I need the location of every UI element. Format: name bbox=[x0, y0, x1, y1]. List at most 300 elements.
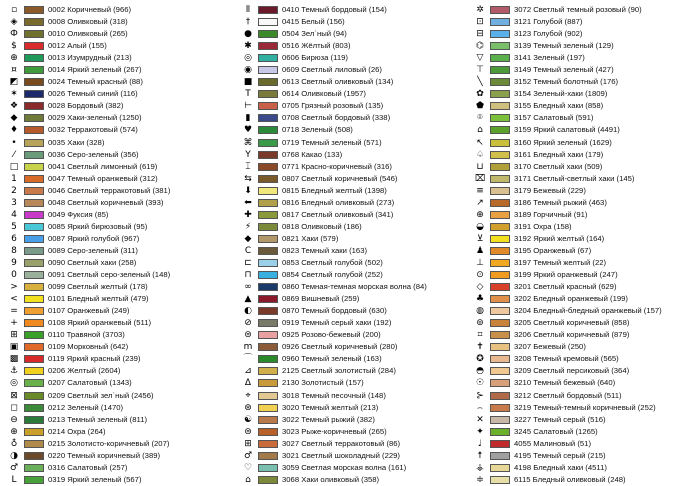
color-label: 3192 Яркий желтый (164) bbox=[514, 233, 605, 243]
stitch-symbol-icon: ⌗ bbox=[477, 330, 483, 341]
legend-row bbox=[4, 269, 232, 281]
color-label: 0415 Белый (156) bbox=[282, 17, 345, 27]
color-label: 0089 Серо-зеленый (311) bbox=[48, 245, 138, 255]
color-label: 3219 Темный-темный коричневый (252) bbox=[514, 402, 656, 412]
color-label: 3059 Светлая морская волна (161) bbox=[282, 462, 407, 472]
color-swatch bbox=[24, 283, 44, 291]
color-label: 0817 Светлый оливковый (341) bbox=[282, 209, 394, 219]
color-label: 3202 Бледный оранжевый (199) bbox=[514, 294, 628, 304]
legend-row bbox=[470, 100, 698, 112]
stitch-symbol-icon: ▽ bbox=[476, 53, 484, 64]
color-label: 0035 Хаки (328) bbox=[48, 137, 105, 147]
color-swatch bbox=[490, 90, 510, 98]
color-label: 0046 Светлый терракотовый (381) bbox=[48, 185, 171, 195]
color-swatch bbox=[258, 319, 278, 327]
stitch-symbol-icon: + bbox=[10, 318, 18, 329]
color-label: 0024 Темный красный (88) bbox=[48, 77, 143, 87]
color-swatch bbox=[490, 247, 510, 255]
legend-row bbox=[4, 233, 232, 245]
color-swatch bbox=[258, 6, 278, 14]
color-swatch bbox=[490, 428, 510, 436]
color-swatch bbox=[24, 295, 44, 303]
legend-row bbox=[4, 124, 232, 136]
color-swatch bbox=[258, 355, 278, 363]
stitch-symbol-icon: ∞ bbox=[244, 282, 252, 293]
legend-row bbox=[4, 305, 232, 317]
color-swatch bbox=[490, 187, 510, 195]
legend-row bbox=[470, 462, 698, 474]
legend-row bbox=[4, 426, 232, 438]
color-label: 0410 Темный бордовый (154) bbox=[282, 5, 387, 15]
color-label: 0091 Светлый серо-зеленый (148) bbox=[48, 270, 171, 280]
color-label: 0109 Морковный (642) bbox=[48, 342, 129, 352]
legend-row bbox=[470, 52, 698, 64]
color-swatch bbox=[258, 452, 278, 460]
color-label: 0048 Светлый коричневый (393) bbox=[48, 197, 164, 207]
stitch-symbol-icon: ⚓ bbox=[9, 366, 19, 377]
stitch-symbol-icon: ✱ bbox=[244, 41, 252, 52]
color-label: 0010 Оливковый (265) bbox=[48, 29, 128, 39]
color-swatch bbox=[258, 151, 278, 159]
legend-row bbox=[4, 281, 232, 293]
color-label: 0014 Яркий зеленый (267) bbox=[48, 65, 142, 75]
color-swatch bbox=[490, 271, 510, 279]
color-swatch bbox=[258, 211, 278, 219]
color-swatch bbox=[24, 271, 44, 279]
color-swatch bbox=[24, 235, 44, 243]
color-swatch bbox=[258, 18, 278, 26]
legend-row bbox=[238, 377, 466, 389]
legend-row bbox=[4, 329, 232, 341]
legend-row bbox=[470, 438, 698, 450]
color-swatch bbox=[24, 139, 44, 147]
color-swatch bbox=[258, 42, 278, 50]
color-label: 3157 Салатовый (591) bbox=[514, 113, 594, 123]
stitch-symbol-icon: ✶ bbox=[10, 89, 18, 100]
legend-row bbox=[238, 233, 466, 245]
stitch-symbol-icon: ▣ bbox=[9, 342, 19, 353]
color-label: 3199 Яркий оранжевый (247) bbox=[514, 270, 618, 280]
stitch-symbol-icon: ◎ bbox=[10, 378, 18, 389]
legend-column bbox=[4, 4, 232, 486]
color-label: 2130 Золотистый (157) bbox=[282, 378, 364, 388]
stitch-symbol-icon: ⌧ bbox=[474, 173, 486, 184]
color-label: 0002 Коричневый (966) bbox=[48, 5, 132, 15]
color-label: 0614 Оливковый (1957) bbox=[282, 89, 366, 99]
color-swatch bbox=[24, 151, 44, 159]
legend-row bbox=[4, 245, 232, 257]
color-swatch bbox=[24, 392, 44, 400]
color-swatch bbox=[24, 452, 44, 460]
stitch-symbol-icon: ◻ bbox=[10, 402, 18, 413]
stitch-symbol-icon: ▮ bbox=[245, 113, 251, 124]
color-swatch bbox=[24, 102, 44, 110]
color-label: 3186 Темный рыжий (463) bbox=[514, 197, 607, 207]
color-swatch bbox=[24, 476, 44, 484]
stitch-symbol-icon: L bbox=[11, 474, 17, 485]
stitch-symbol-icon: 0 bbox=[11, 270, 17, 281]
color-swatch bbox=[490, 464, 510, 472]
color-label: 3171 Светлый-светлый хаки (145) bbox=[514, 173, 635, 183]
stitch-symbol-icon: ╲ bbox=[477, 77, 483, 88]
legend-row bbox=[470, 185, 698, 197]
color-swatch bbox=[258, 367, 278, 375]
color-label: 3018 Темный песочный (148) bbox=[282, 390, 386, 400]
legend-row bbox=[4, 474, 232, 486]
legend-row bbox=[470, 245, 698, 257]
color-swatch bbox=[258, 114, 278, 122]
color-swatch bbox=[490, 295, 510, 303]
color-label: 0110 Травяной (3703) bbox=[48, 330, 125, 340]
color-label: 3197 Темный желтый (22) bbox=[514, 258, 607, 267]
legend-row bbox=[4, 112, 232, 124]
stitch-symbol-icon: ◈ bbox=[10, 17, 18, 28]
color-swatch bbox=[490, 18, 510, 26]
color-label: 3152 Темный болотный (176) bbox=[514, 77, 619, 87]
stitch-symbol-icon: ◆ bbox=[10, 113, 18, 124]
color-swatch bbox=[490, 355, 510, 363]
legend-row bbox=[470, 64, 698, 76]
color-label: 3068 Хаки оливковый (358) bbox=[282, 474, 380, 484]
color-swatch bbox=[258, 175, 278, 183]
color-label: 3154 Зеленый-хаки (1809) bbox=[514, 89, 608, 99]
color-swatch bbox=[258, 126, 278, 134]
color-swatch bbox=[24, 18, 44, 26]
stitch-symbol-icon: ◩ bbox=[9, 77, 19, 88]
color-swatch bbox=[24, 259, 44, 267]
color-swatch bbox=[24, 331, 44, 339]
legend-row bbox=[470, 161, 698, 173]
color-swatch bbox=[258, 271, 278, 279]
stitch-symbol-icon: ☯ bbox=[243, 414, 253, 425]
color-swatch bbox=[24, 343, 44, 351]
stitch-symbol-icon: C bbox=[244, 245, 252, 256]
color-swatch bbox=[490, 319, 510, 327]
stitch-symbol-icon: ◍ bbox=[476, 306, 484, 317]
color-label: 3207 Бежевый (250) bbox=[514, 342, 586, 352]
color-swatch bbox=[24, 247, 44, 255]
color-swatch bbox=[258, 343, 278, 351]
legend-row bbox=[4, 185, 232, 197]
stitch-symbol-icon: ≡ bbox=[476, 185, 484, 196]
legend-row bbox=[238, 124, 466, 136]
stitch-symbol-icon: ⊙ bbox=[476, 270, 484, 281]
color-label: 6115 Бледный оливковый (248) bbox=[514, 474, 626, 484]
color-label: 0504 Зел`ный (94) bbox=[282, 29, 347, 39]
stitch-symbol-icon: ⊖ bbox=[10, 414, 18, 425]
stitch-symbol-icon: ✚ bbox=[244, 209, 252, 220]
legend-row bbox=[4, 64, 232, 76]
stitch-symbol-icon: † bbox=[245, 17, 251, 28]
color-label: 3022 Темный рыжий (382) bbox=[282, 414, 375, 424]
stitch-symbol-icon: ⬅ bbox=[244, 197, 252, 208]
color-label: 0815 Бледный желтый (1398) bbox=[282, 185, 387, 195]
stitch-symbol-icon: • bbox=[11, 137, 17, 148]
stitch-symbol-icon: ◐ bbox=[244, 306, 252, 317]
legend-row bbox=[470, 450, 698, 462]
stitch-symbol-icon: 8 bbox=[11, 245, 17, 256]
color-swatch bbox=[490, 440, 510, 448]
stitch-symbol-icon: ⊞ bbox=[244, 438, 252, 449]
color-swatch bbox=[258, 247, 278, 255]
color-swatch bbox=[258, 54, 278, 62]
color-swatch bbox=[490, 54, 510, 62]
color-swatch bbox=[24, 355, 44, 363]
stitch-symbol-icon: ⦀ bbox=[246, 5, 250, 16]
legend-row bbox=[4, 149, 232, 161]
color-swatch bbox=[490, 452, 510, 460]
stitch-symbol-icon: ⌂ bbox=[477, 125, 483, 136]
color-label: 0870 Темный бордовый (630) bbox=[282, 306, 387, 316]
color-label: 3189 Горчичный (91) bbox=[514, 209, 588, 219]
color-label: 0821 Хаки (579) bbox=[282, 233, 339, 243]
color-label: 0853 Светлый голубой (502) bbox=[282, 258, 383, 267]
color-swatch bbox=[490, 151, 510, 159]
color-swatch bbox=[258, 295, 278, 303]
color-swatch bbox=[490, 78, 510, 86]
legend-row bbox=[238, 52, 466, 64]
color-label: 0925 Розово-бежевый (200) bbox=[282, 330, 381, 340]
color-swatch bbox=[490, 6, 510, 14]
legend-row bbox=[238, 185, 466, 197]
legend-row bbox=[470, 377, 698, 389]
stitch-symbol-icon: ⬇ bbox=[244, 185, 252, 196]
color-swatch bbox=[24, 66, 44, 74]
color-label: 3227 Темный серый (516) bbox=[514, 414, 606, 424]
color-swatch bbox=[490, 404, 510, 412]
legend-row bbox=[4, 293, 232, 305]
color-label: 0099 Светлый желтый (178) bbox=[48, 282, 148, 292]
legend-row bbox=[238, 414, 466, 426]
stitch-symbol-icon: ◎ bbox=[244, 53, 252, 64]
legend-row bbox=[470, 16, 698, 28]
color-swatch bbox=[24, 211, 44, 219]
legend-row bbox=[238, 257, 466, 269]
stitch-symbol-icon: 4 bbox=[11, 209, 17, 220]
color-label: 0036 Серо-зеленый (356) bbox=[48, 149, 139, 159]
stitch-symbol-icon: ⊻ bbox=[476, 233, 484, 244]
color-swatch bbox=[490, 211, 510, 219]
color-swatch bbox=[490, 223, 510, 231]
color-swatch bbox=[24, 163, 44, 171]
stitch-symbol-icon: ✪ bbox=[476, 354, 484, 365]
legend-row bbox=[470, 317, 698, 329]
stitch-symbol-icon: ♩ bbox=[477, 438, 483, 449]
stitch-symbol-icon: ⊞ bbox=[10, 330, 18, 341]
color-swatch bbox=[490, 343, 510, 351]
stitch-symbol-icon: ⊘ bbox=[244, 318, 252, 329]
color-label: 3245 Салатовый (1265) bbox=[514, 426, 598, 436]
stitch-symbol-icon: ≑ bbox=[476, 474, 484, 485]
legend-row bbox=[470, 329, 698, 341]
color-label: 0807 Светлый коричневый (546) bbox=[282, 173, 398, 183]
legend-row bbox=[470, 353, 698, 365]
color-label: 3204 Бледный-бледный оранжевый (157) bbox=[514, 306, 662, 316]
legend-row bbox=[470, 305, 698, 317]
color-swatch bbox=[490, 66, 510, 74]
color-swatch bbox=[258, 163, 278, 171]
color-swatch bbox=[258, 307, 278, 315]
stitch-symbol-icon: Δ bbox=[244, 378, 252, 389]
color-swatch bbox=[24, 175, 44, 183]
stitch-symbol-icon: ◑ bbox=[10, 450, 18, 461]
color-label: 0032 Терракотовый (574) bbox=[48, 125, 138, 135]
legend-row bbox=[470, 281, 698, 293]
color-label: 3208 Темный кремовый (565) bbox=[514, 354, 619, 364]
color-label: 0818 Оливковый (186) bbox=[282, 221, 362, 231]
color-label: 3121 Голубой (887) bbox=[514, 17, 583, 27]
color-label: 3023 Рыже-коричневый (265) bbox=[282, 426, 387, 436]
color-swatch bbox=[24, 30, 44, 38]
legend-row bbox=[4, 317, 232, 329]
legend-row bbox=[470, 221, 698, 233]
color-swatch bbox=[24, 187, 44, 195]
legend-row bbox=[4, 173, 232, 185]
legend-row bbox=[238, 28, 466, 40]
stitch-symbol-icon: ♂ bbox=[9, 462, 19, 473]
color-label: 0209 Светлый зел`ный (2456) bbox=[48, 390, 154, 400]
stitch-symbol-icon: ↗ bbox=[476, 197, 484, 208]
color-swatch bbox=[490, 235, 510, 243]
color-swatch bbox=[24, 319, 44, 327]
color-label: 3170 Светлый хаки (509) bbox=[514, 161, 603, 171]
legend-row bbox=[238, 293, 466, 305]
color-swatch bbox=[24, 6, 44, 14]
stitch-symbol-icon: ☉ bbox=[475, 378, 485, 389]
color-label: 0919 Темный серый хаки (192) bbox=[282, 318, 392, 328]
stitch-symbol-icon: ⊠ bbox=[10, 390, 18, 401]
stitch-symbol-icon: Ф bbox=[10, 29, 18, 40]
color-label: 3179 Бежевый (229) bbox=[514, 185, 586, 195]
stitch-symbol-icon: ⊱ bbox=[476, 390, 484, 401]
legend-row bbox=[238, 4, 466, 16]
legend-row bbox=[4, 341, 232, 353]
color-label: 0606 Бирюза (119) bbox=[282, 53, 348, 63]
legend-row bbox=[238, 281, 466, 293]
color-swatch bbox=[490, 416, 510, 424]
legend-row bbox=[4, 438, 232, 450]
stitch-symbol-icon: ⊕ bbox=[10, 53, 18, 64]
legend-row bbox=[470, 112, 698, 124]
color-swatch bbox=[258, 416, 278, 424]
color-swatch bbox=[490, 259, 510, 267]
legend-row bbox=[4, 402, 232, 414]
stitch-symbol-icon: ▫ bbox=[10, 5, 18, 16]
color-swatch bbox=[258, 66, 278, 74]
color-label: 0719 Темный зеленый (571) bbox=[282, 137, 382, 147]
stitch-symbol-icon: ⊜ bbox=[244, 330, 252, 341]
color-label: 0101 Бледный желтый (479) bbox=[48, 294, 149, 304]
stitch-symbol-icon: ✝ bbox=[476, 342, 484, 353]
color-swatch bbox=[24, 464, 44, 472]
color-label: 3206 Светлый коричневый (879) bbox=[514, 330, 630, 340]
color-label: 3139 Темный зеленый (129) bbox=[514, 41, 614, 51]
legend-row bbox=[238, 209, 466, 221]
stitch-symbol-icon: ⚡ bbox=[244, 221, 252, 232]
stitch-symbol-icon: ⌢ bbox=[477, 402, 483, 413]
stitch-symbol-icon: ⊕ bbox=[476, 209, 484, 220]
stitch-symbol-icon: ⊚ bbox=[476, 318, 484, 329]
legend-row bbox=[4, 450, 232, 462]
color-label: 0869 Вишневый (259) bbox=[282, 294, 360, 304]
legend-row bbox=[238, 40, 466, 52]
stitch-symbol-icon: □ bbox=[9, 161, 19, 172]
color-swatch bbox=[24, 199, 44, 207]
stitch-symbol-icon: ♡ bbox=[243, 462, 253, 473]
stitch-symbol-icon: 3 bbox=[11, 197, 17, 208]
color-label: 3191 Охра (158) bbox=[514, 221, 572, 231]
stitch-symbol-icon: ☨ bbox=[477, 450, 483, 461]
color-swatch bbox=[24, 379, 44, 387]
color-label: 0816 Бледный оливковый (273) bbox=[282, 197, 395, 207]
stitch-symbol-icon: ♂ bbox=[243, 450, 253, 461]
color-label: 3159 Яркий салатовый (4491) bbox=[514, 125, 620, 135]
stitch-symbol-icon: ♟ bbox=[475, 245, 485, 256]
legend-row bbox=[470, 197, 698, 209]
color-swatch bbox=[24, 114, 44, 122]
color-label: 0316 Салатовый (257) bbox=[48, 462, 128, 472]
color-label: 3141 Зеленый (197) bbox=[514, 53, 585, 63]
stitch-symbol-icon: ▲ bbox=[244, 294, 252, 305]
color-label: 4055 Малиновый (51) bbox=[514, 438, 592, 448]
stitch-symbol-icon: ⊏ bbox=[244, 258, 252, 268]
color-label: 2125 Светлый золотистый (284) bbox=[282, 366, 396, 376]
stitch-symbol-icon: ⊡ bbox=[476, 17, 484, 28]
stitch-symbol-icon: ⌒ bbox=[243, 354, 253, 365]
color-label: 0090 Светлый хаки (258) bbox=[48, 258, 137, 267]
legend-row bbox=[4, 209, 232, 221]
color-swatch bbox=[490, 476, 510, 484]
legend-row bbox=[4, 100, 232, 112]
legend-row bbox=[470, 341, 698, 353]
color-label: 0823 Темный хаки (163) bbox=[282, 245, 368, 255]
stitch-symbol-icon: ⊔ bbox=[476, 161, 484, 172]
legend-row bbox=[238, 173, 466, 185]
stitch-symbol-icon: 6 bbox=[11, 233, 17, 244]
legend-row bbox=[470, 137, 698, 149]
legend-row bbox=[470, 40, 698, 52]
legend-row bbox=[238, 221, 466, 233]
stitch-symbol-icon: ◇ bbox=[476, 282, 484, 293]
color-label: 0207 Салатовый (1343) bbox=[48, 378, 132, 388]
color-swatch bbox=[258, 440, 278, 448]
color-label: 0960 Темный зеленый (163) bbox=[282, 354, 382, 364]
color-swatch bbox=[258, 404, 278, 412]
stitch-symbol-icon: ⚶ bbox=[476, 462, 484, 473]
stitch-symbol-icon: ⊜ bbox=[244, 426, 252, 437]
legend-row bbox=[4, 40, 232, 52]
color-label: 0609 Светлый лиловый (26) bbox=[282, 65, 382, 75]
color-swatch bbox=[24, 223, 44, 231]
legend-row bbox=[238, 137, 466, 149]
color-swatch bbox=[490, 283, 510, 291]
legend-row bbox=[4, 76, 232, 88]
color-label: 0705 Грязный розовый (135) bbox=[282, 101, 384, 111]
stitch-symbol-icon: ♥ bbox=[243, 125, 253, 136]
color-label: 0206 Желтый (2604) bbox=[48, 366, 121, 376]
stitch-symbol-icon: ⌶ bbox=[245, 161, 251, 172]
color-label: 0213 Темный зеленый (811) bbox=[48, 414, 148, 424]
legend-row bbox=[470, 4, 698, 16]
color-swatch bbox=[258, 139, 278, 147]
color-label: 0613 Светлый оливковый (134) bbox=[282, 77, 394, 87]
color-label: 0108 Яркий оранжевый (511) bbox=[48, 318, 152, 328]
stitch-symbol-icon: m bbox=[243, 342, 253, 353]
legend-row bbox=[238, 88, 466, 100]
color-label: 0107 Оранжевый (249) bbox=[48, 306, 130, 316]
color-swatch bbox=[490, 392, 510, 400]
stitch-symbol-icon: ⇆ bbox=[244, 173, 252, 184]
